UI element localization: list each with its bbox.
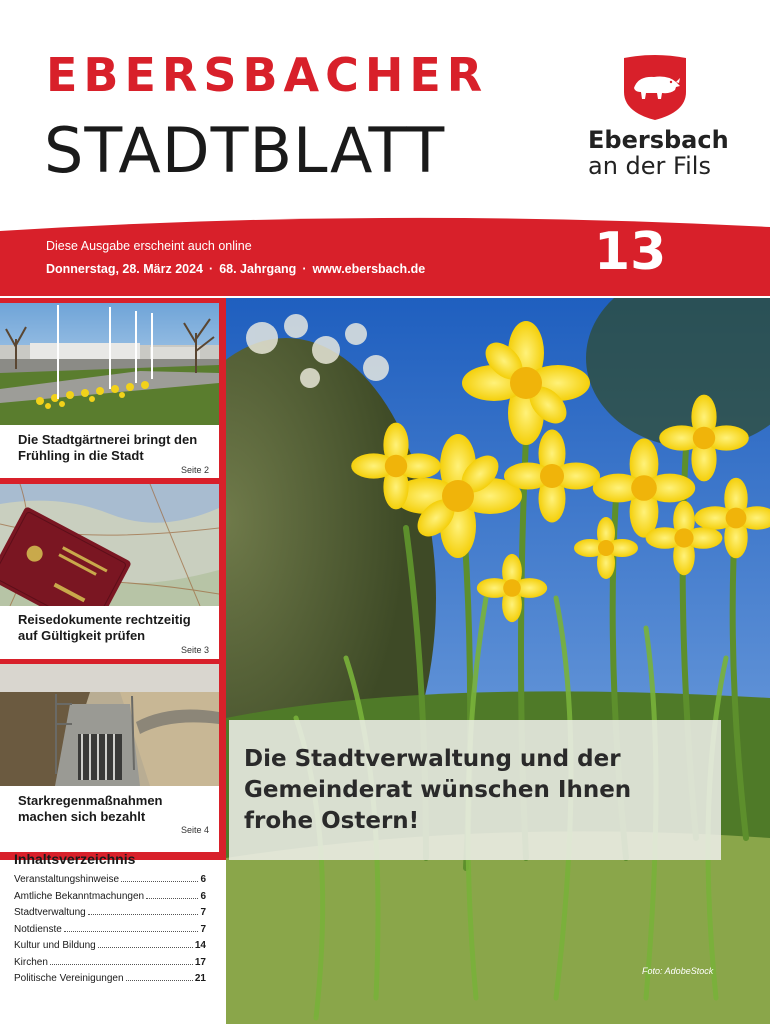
toc-item-label: Kirchen xyxy=(14,956,48,968)
separator-dot: · xyxy=(209,262,214,276)
toc-item[interactable] xyxy=(14,924,206,941)
cover-headline-line3: frohe Ostern! xyxy=(244,808,420,834)
toc-item-label: Notdienste xyxy=(14,923,62,935)
toc-item-page: 14 xyxy=(194,940,206,951)
leader-dots xyxy=(126,980,193,981)
teaser-page-2: Seite 3 xyxy=(180,645,209,655)
toc-item-label: Veranstaltungshinweise xyxy=(14,874,120,885)
cover-headline xyxy=(244,744,704,837)
toc-item[interactable] xyxy=(14,907,206,924)
photo-credit: Foto: AdobeStock xyxy=(642,966,714,976)
teaser-title-3-line1: Starkregenmaßnahmen xyxy=(18,793,163,808)
town-name xyxy=(588,127,729,179)
issue-info xyxy=(46,262,425,276)
teaser-title-1 xyxy=(18,432,197,464)
teaser-title-3-line2: machen sich bezahlt xyxy=(18,809,146,824)
teaser-title-1-line2: Frühling in die Stadt xyxy=(18,448,144,463)
masthead-title-top: EBERSBACHER xyxy=(46,48,489,102)
teaser-page-1: Seite 2 xyxy=(180,465,209,475)
masthead-title-bottom: STADTBLATT xyxy=(44,114,446,187)
toc-item-page: 21 xyxy=(194,973,206,984)
boar-coat-of-arms-icon xyxy=(620,52,690,122)
online-note: Diese Ausgabe erscheint auch online xyxy=(46,239,252,253)
issue-date: Donnerstag, 28. März 2024 xyxy=(46,262,204,276)
toc-item-page: 7 xyxy=(200,923,206,935)
toc-item[interactable] xyxy=(14,957,206,974)
toc-item[interactable] xyxy=(14,891,206,908)
separator-dot: · xyxy=(302,262,307,276)
leader-dots xyxy=(50,964,193,965)
teaser-title-3 xyxy=(18,793,163,825)
toc-heading: Inhaltsverzeichnis xyxy=(14,851,136,867)
cover-headline-line1: Die Stadtverwaltung und der xyxy=(244,746,621,772)
website-link[interactable]: www.ebersbach.de xyxy=(312,262,426,276)
teaser-photo-street[interactable] xyxy=(0,303,219,425)
toc-item-label: Politische Vereinigungen xyxy=(14,973,124,984)
leader-dots xyxy=(98,947,193,948)
teaser-photo-passport[interactable] xyxy=(0,484,219,606)
leader-dots xyxy=(121,881,198,882)
toc-item-label: Amtliche Bekanntmachungen xyxy=(14,890,145,902)
toc-item-page: 6 xyxy=(200,890,206,902)
leader-dots xyxy=(146,898,198,899)
cover-photo-daffodils xyxy=(226,298,770,1024)
town-name-line2: an der Fils xyxy=(588,152,711,180)
toc-item-label: Kultur und Bildung xyxy=(14,940,96,951)
town-name-line1: Ebersbach xyxy=(588,126,729,154)
teaser-page-3: Seite 4 xyxy=(180,825,209,835)
toc-item[interactable] xyxy=(14,874,206,891)
toc-item-page: 17 xyxy=(194,956,206,968)
teaser-title-2-line2: auf Gültigkeit prüfen xyxy=(18,628,146,643)
toc-item-page: 7 xyxy=(200,907,206,918)
teaser-title-2-line1: Reisedokumente rechtzeitig xyxy=(18,612,191,627)
issue-number: 13 xyxy=(594,222,667,282)
table-of-contents xyxy=(14,874,206,990)
teaser-title-2 xyxy=(18,612,191,644)
cover-headline-line2: Gemeinderat wünschen Ihnen xyxy=(244,777,632,803)
issue-volume: 68. Jahrgang xyxy=(219,262,297,276)
toc-item-page: 6 xyxy=(200,874,206,885)
toc-item[interactable] xyxy=(14,973,206,990)
teaser-title-1-line1: Die Stadtgärtnerei bringt den xyxy=(18,432,198,447)
leader-dots xyxy=(88,914,199,915)
toc-item-label: Stadtverwaltung xyxy=(14,907,86,918)
teaser-photo-drainage[interactable] xyxy=(0,664,219,786)
leader-dots xyxy=(64,931,199,932)
toc-item[interactable] xyxy=(14,940,206,957)
